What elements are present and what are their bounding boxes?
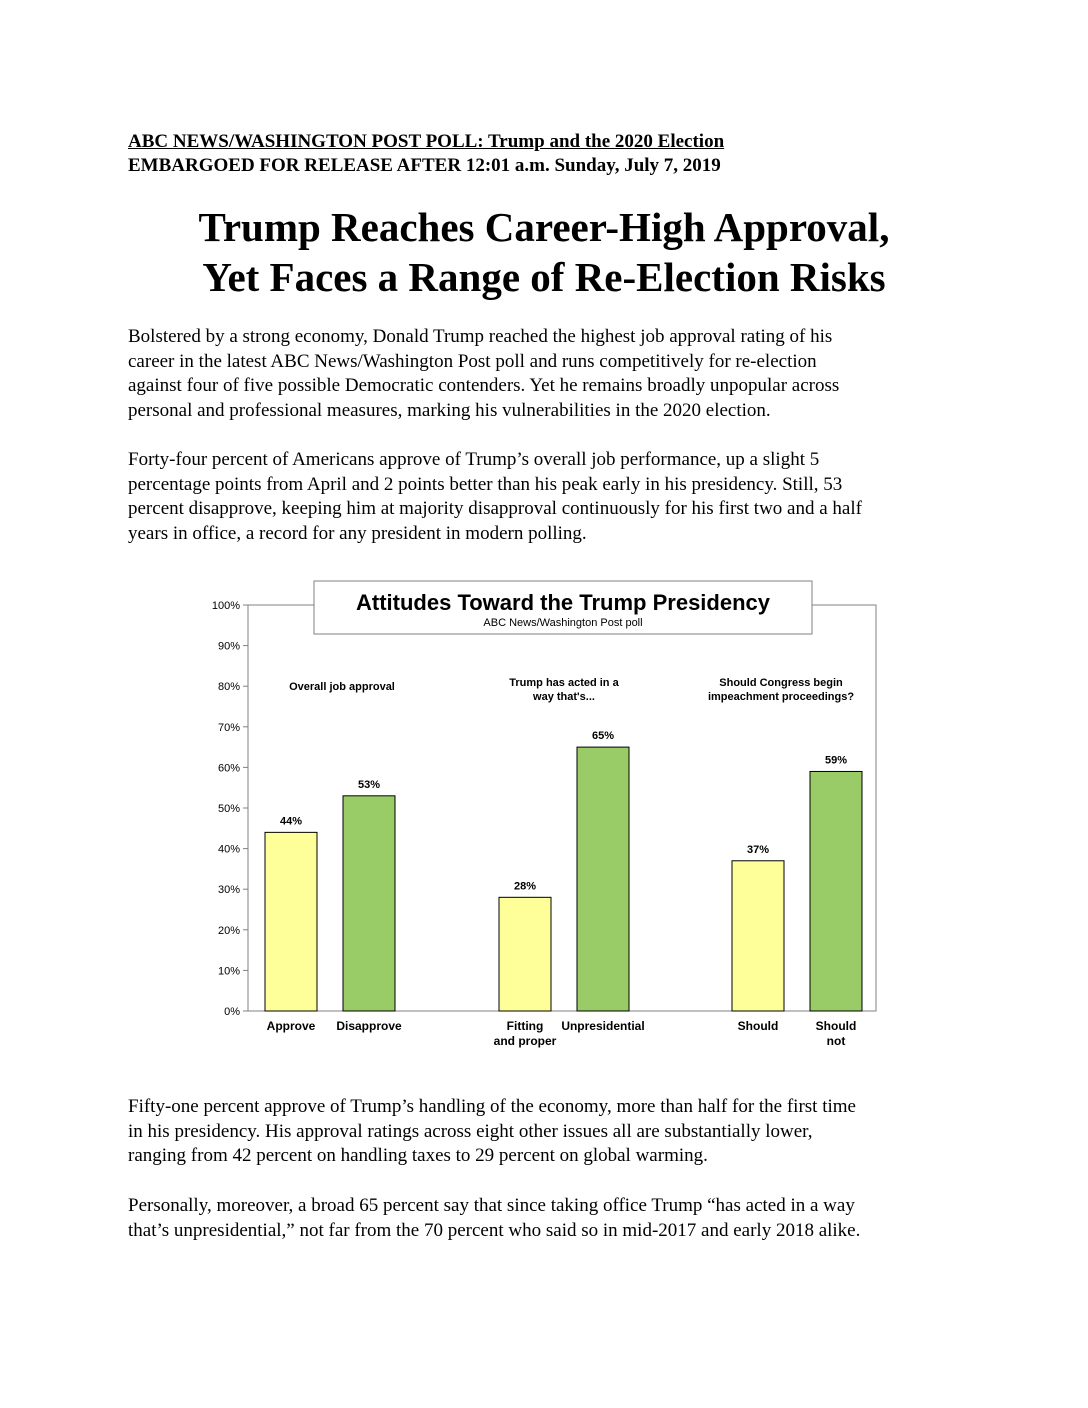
y-tick-label: 30% [217,884,240,897]
y-tick-label: 0% [224,1006,240,1018]
bar-value-label: 53% [357,778,381,791]
group-label: impeachment proceedings? [707,691,855,703]
bar-value-label: 37% [746,843,770,856]
group-label: Trump has acted in a [509,677,619,689]
bar-value-label: 65% [591,730,615,743]
paragraph-line: Forty-four percent of Americans approve of Trump’s overall job performance, up a slight 5 [128,449,820,470]
x-category-label: Unpresidential [561,1019,645,1033]
bar-value-label: 59% [824,754,848,767]
paragraph-line: Personally, moreover, a broad 65 percent say that since taking office Trump “has acted in a way [128,1195,855,1216]
y-tick-label: 100% [211,600,240,612]
x-category-label: and proper [493,1034,557,1048]
paragraph-line: personal and professional measures, marking his vulnerabilities in the 2020 election. [128,399,771,421]
paragraph-economy [128,1095,856,1169]
bar-value-label: 44% [279,815,303,828]
bar-disapprove [343,796,395,1011]
headline [0,202,1088,302]
paragraph-line: years in office, a record for any president in modern polling. [128,522,587,544]
y-tick-label: 20% [217,924,240,937]
x-category-label: Fitting [506,1019,544,1033]
paragraph-line: ranging from 42 percent on handling taxes to 29 percent on global warming. [128,1145,708,1166]
paragraph-line: Fifty-one percent approve of Trump’s handling of the economy, more than half for the first time [128,1096,856,1117]
paragraph-unpresidential [128,1194,860,1243]
paragraph-line: that’s unpresidential,” not far from the 70 percent who said so in mid-2017 and early 2018 alike. [128,1219,861,1241]
bar-approve [265,832,317,1011]
y-tick-label: 80% [217,681,240,694]
paragraph-line: career in the latest ABC News/Washington Post poll and runs competitively for re-election [128,350,817,372]
paragraph-intro [128,325,839,423]
x-category-label: Should [815,1019,857,1033]
bar-unpresidential [577,747,629,1011]
group-label: Should Congress begin [719,677,843,689]
paragraph-line: percentage points from April and 2 points better than his peak early in his presidency. Still, 53 [128,473,843,495]
chart-subtitle: ABC News/Washington Post poll [483,617,643,629]
embargo-notice: EMBARGOED FOR RELEASE AFTER 12:01 a.m. Sunday, July 7, 2019 [128,155,721,176]
headline-line-2: Yet Faces a Range of Re-Election Risks [202,254,886,300]
chart-title: Attitudes Toward the Trump Presidency [356,590,770,615]
group-label: Overall job approval [289,681,395,693]
bar-should [732,861,784,1011]
x-category-label: not [826,1034,846,1048]
headline-line-1: Trump Reaches Career-High Approval, [198,204,890,250]
paragraph-line: percent disapprove, keeping him at majority disapproval continuously for his first two and a half [128,498,862,519]
paragraph-approval [128,448,862,546]
x-category-label: Disapprove [336,1019,402,1033]
paragraph-line: against four of five possible Democratic contenders. Yet he remains broadly unpopular across [128,375,840,396]
y-tick-label: 50% [217,803,240,815]
paragraph-line: Bolstered by a strong economy, Donald Trump reached the highest job approval rating of his [128,326,833,347]
x-category-label: Should [737,1019,779,1033]
y-tick-label: 60% [217,762,240,775]
x-category-label: Approve [266,1019,316,1033]
y-tick-label: 40% [217,843,240,856]
bar-value-label: 28% [513,880,537,893]
y-tick-label: 10% [217,965,240,978]
bar-fitting-and-proper [499,897,551,1011]
group-label: way that's... [533,691,595,703]
y-tick-label: 90% [217,640,240,653]
release-header-title: ABC NEWS/WASHINGTON POST POLL: Trump and the 2020 Election [128,131,725,152]
attitudes-bar-chart [190,578,890,1058]
paragraph-line: in his presidency. His approval ratings across eight other issues all are substantially lower, [128,1120,813,1142]
y-tick-label: 70% [217,721,240,734]
bar-should-not [810,771,862,1011]
